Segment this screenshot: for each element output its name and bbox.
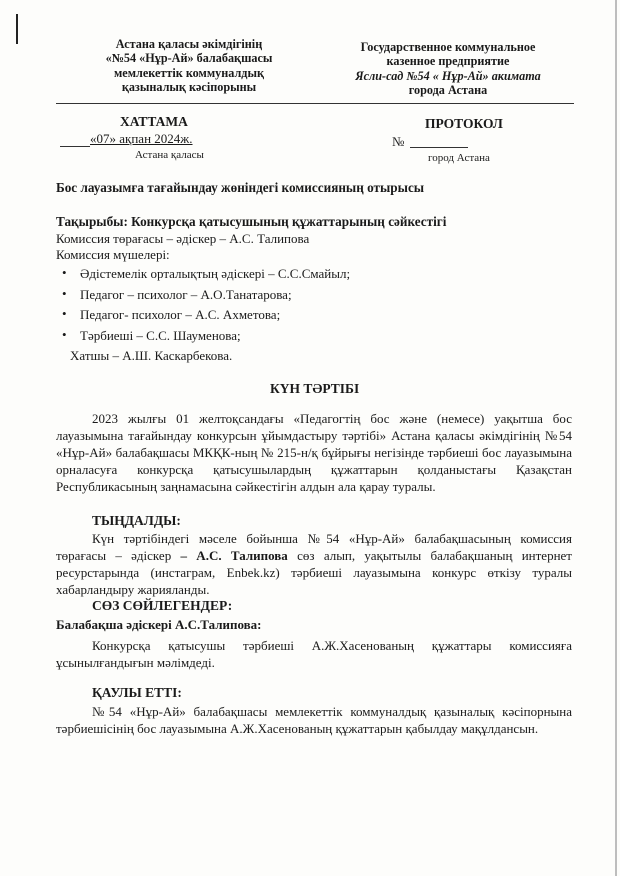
- member-item: [62, 327, 241, 343]
- letterhead-ru-line: Государственное коммунальное: [360, 40, 536, 54]
- member-name: Педагог – психолог – А.О.Танатарова;: [80, 287, 292, 302]
- letterhead-ru-line: города Астана: [408, 83, 488, 98]
- page-edge: [615, 0, 617, 876]
- bullet-icon: •: [62, 327, 67, 342]
- decision-heading: ҚАУЛЫ ЕТТІ:: [92, 685, 182, 700]
- agenda-text: 2023 жылғы 01 желтоқсандағы «Педагогтің бос және (немесе) уақытша бос лауазымына тағайындау конкурсын ұйымдастыру тәртібі» Астана қаласы әкімдігінің №54 «Нұр-Ай» балабақшасы МКҚК-ның № 215-н/қ бұйрығы негізінде тәрбиеші бос лауазымына орналасуға конкурсқа қатысушылардың құжаттарын қолданыстағы Қазақстан Республикасының заңнамасына сәйкестігін алдын ала қарау туралы.: [56, 411, 572, 494]
- member-name: Педагог- психолог – А.С. Ахметова;: [80, 307, 281, 322]
- agenda-heading: КҮН ТӘРТІБІ: [270, 381, 360, 396]
- bullet-icon: •: [62, 265, 67, 280]
- member-item: [62, 306, 281, 322]
- letterhead-kz-line: «№54 «Нұр-Ай» балабақшасы: [105, 51, 273, 66]
- letterhead-kz-line: Астана қаласы әкімдігінің: [115, 37, 263, 51]
- speaker-name: Балабақша әдіскері А.С.Талипова:: [56, 617, 262, 632]
- doc-city-ru: город Астана: [428, 152, 490, 164]
- doc-title-ru: ПРОТОКОЛ: [425, 116, 503, 131]
- letterhead-ru-line: Ясли-сад №54 « Нұр-Ай» акимата: [355, 68, 541, 83]
- letterhead-kz-line: қазыналық кәсіпорыны: [121, 80, 257, 95]
- doc-date: «07» ақпан 2024ж.: [90, 131, 193, 146]
- commission-chair: Комиссия төрағасы – әдіскер – А.С. Талипова: [56, 231, 310, 246]
- doc-number-label: №: [392, 134, 405, 149]
- listened-speaker-name: – А.С. Талипова: [180, 548, 288, 563]
- member-name: Әдістемелік орталықтың әдіскері – С.С.Смайыл;: [80, 266, 351, 281]
- bullet-icon: •: [62, 286, 67, 301]
- member-name: Тәрбиеші – С.С. Шауменова;: [80, 328, 241, 343]
- secretary: Хатшы – А.Ш. Каскарбекова.: [70, 348, 233, 363]
- listened-heading: ТЫҢДАЛДЫ:: [92, 513, 181, 528]
- listened-text-part: Күн тәртібіндегі мәселе бойынша №54 «Нұр-Ай» балабақшасының комиссия төрағасы – әдіскер: [56, 531, 572, 563]
- listened-text: [56, 530, 572, 598]
- meeting-title: Бос лауазымға тағайындау жөніндегі комиссияның отырысы: [56, 180, 425, 195]
- decision-text: №54 «Нұр-Ай» балабақшасы мемлекеттік коммуналдық қазыналық кәсіпорнына тәрбиешісінің бос лауазымына А.Ж.Хасенованың құжаттарын қабылдау мақұлдансын.: [56, 704, 572, 736]
- doc-title-kz: ХАТТАМА: [120, 114, 188, 129]
- meeting-topic: Тақырыбы: Конкурсқа қатысушының құжаттарының сәйкестігі: [56, 214, 447, 229]
- doc-city-kz: Астана қаласы: [135, 149, 204, 161]
- scan-mark: [16, 14, 18, 44]
- speaker-text: Конкурсқа қатысушы тәрбиеші А.Ж.Хасенованың құжаттары комиссияға ұсынылғандығын мәлімдеді.: [56, 638, 572, 670]
- members-label: Комиссия мүшелері:: [56, 247, 170, 262]
- speakers-heading: СӨЗ СӨЙЛЕГЕНДЕР:: [92, 598, 233, 613]
- listened-text-part: сөз алып, уақытылы балабақшаның интернет ресурстарында (инстаграм, Enbek.kz) тәрбиеші лауазымына конкурс өткізу туралы хабарландыру жарияланды.: [56, 548, 572, 597]
- letterhead-kz: [66, 37, 312, 95]
- member-item: [62, 265, 351, 281]
- member-item: [62, 286, 292, 302]
- letterhead-kz-line: мемлекеттік коммуналдық: [114, 65, 264, 80]
- doc-number-blank: [410, 147, 468, 148]
- bullet-icon: •: [62, 306, 67, 321]
- letterhead-ru: [330, 40, 566, 98]
- date-underline: [60, 146, 90, 147]
- letterhead-ru-line: казенное предприятие: [386, 54, 510, 69]
- header-divider: [56, 103, 574, 104]
